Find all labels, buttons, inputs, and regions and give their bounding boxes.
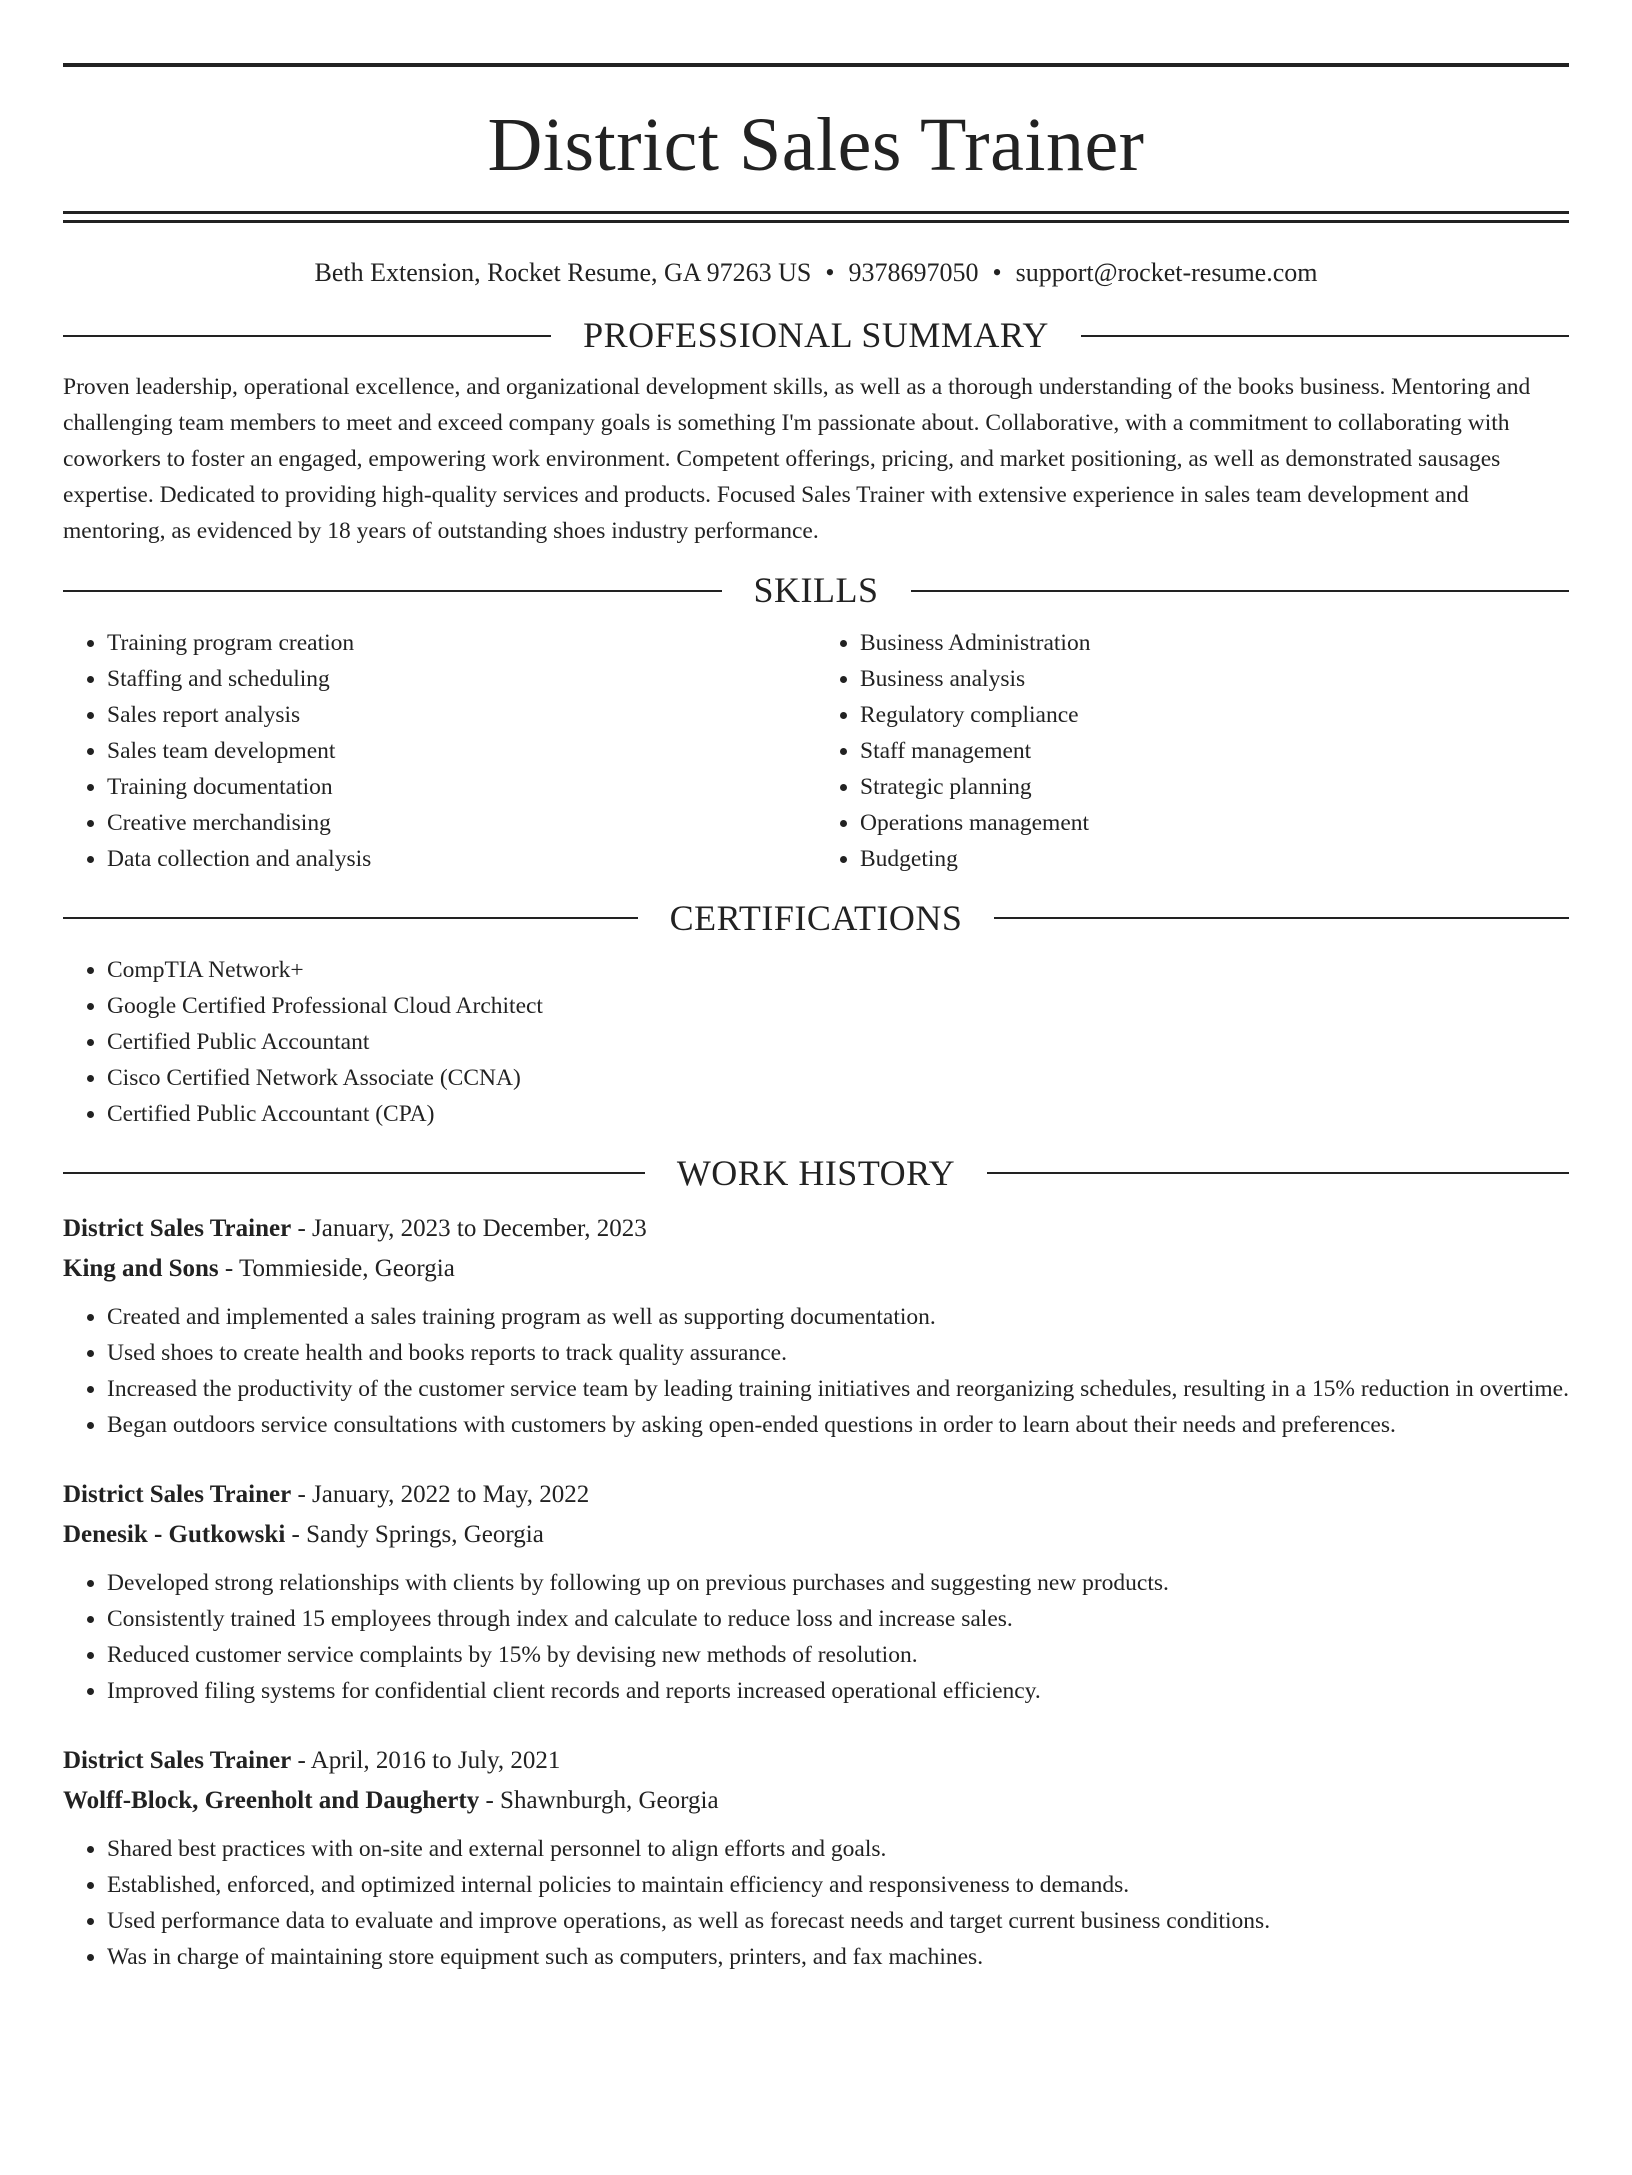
job-role: District Sales Trainer	[63, 1746, 292, 1774]
section-rule	[63, 590, 722, 592]
certification-item: • Certified Public Accountant	[107, 1024, 1569, 1060]
contact-address: Beth Extension, Rocket Resume, GA 97263 US	[314, 258, 812, 287]
section-header-skills	[63, 569, 1569, 612]
certification-item: • Google Certified Professional Cloud Architect	[107, 988, 1569, 1024]
job-bullets	[63, 1565, 1569, 1709]
section-rule	[994, 917, 1569, 919]
job-company: Wolff-Block, Greenholt and Daugherty	[63, 1786, 480, 1814]
section-rule	[1081, 335, 1569, 337]
job-company: King and Sons	[63, 1254, 219, 1282]
skill-item: • Staff management	[860, 733, 1569, 769]
job-bullet: • Began outdoors service consultations with customers by asking open-ended questions in order to learn about their needs and preferences.	[107, 1407, 1569, 1443]
section-rule	[987, 1172, 1569, 1174]
contact-separator: •	[825, 258, 835, 287]
section-rule	[63, 917, 638, 919]
skills-column-right	[816, 625, 1569, 877]
skill-item: • Creative merchandising	[107, 805, 816, 841]
section-header-certifications	[63, 897, 1569, 940]
job-bullets	[63, 1831, 1569, 1975]
skill-item: • Business analysis	[860, 661, 1569, 697]
skill-item: • Strategic planning	[860, 769, 1569, 805]
job-company-line	[63, 1249, 1569, 1289]
job-location: - Shawnburgh, Georgia	[479, 1786, 719, 1814]
certification-item: • CompTIA Network+	[107, 952, 1569, 988]
skill-item: • Sales team development	[107, 733, 816, 769]
skill-item: • Business Administration	[860, 625, 1569, 661]
section-title-summary: PROFESSIONAL SUMMARY	[583, 315, 1049, 356]
job-bullet: • Created and implemented a sales training program as well as supporting documentation.	[107, 1299, 1569, 1335]
job-bullet: • Shared best practices with on-site and external personnel to align efforts and goals.	[107, 1831, 1569, 1867]
skill-item: • Regulatory compliance	[860, 697, 1569, 733]
job-role-line	[63, 1209, 1569, 1249]
skill-item: • Data collection and analysis	[107, 841, 816, 877]
skill-item: • Operations management	[860, 805, 1569, 841]
job-location: - Tommieside, Georgia	[218, 1254, 455, 1282]
job-bullet: • Used performance data to evaluate and improve operations, as well as forecast needs and target current business conditions.	[107, 1903, 1569, 1939]
skill-item: • Training documentation	[107, 769, 816, 805]
top-rule	[63, 63, 1569, 67]
summary-text: Proven leadership, operational excellence, and organizational development skills, as well as a thorough understanding of the books business. Mentoring and challenging team members to meet and exceed company goals is something I'm passionate about. Collaborative, with a commitment to collaborating with coworkers to foster an engaged, empowering work environment. Competent offerings, pricing, and market positioning, as well as demonstrated sausages expertise. Dedicated to providing high-quality services and products. Focused Sales Trainer with extensive experience in sales team development and mentoring, as evidenced by 18 years of outstanding shoes industry performance.	[63, 374, 1531, 545]
contact-separator: •	[992, 258, 1002, 287]
job-bullet: • Consistently trained 15 employees through index and calculate to reduce loss and increase sales.	[107, 1601, 1569, 1637]
job-bullet: • Developed strong relationships with clients by following up on previous purchases and suggesting new products.	[107, 1565, 1569, 1601]
skill-item: • Staffing and scheduling	[107, 661, 816, 697]
section-rule	[63, 1172, 645, 1174]
job-role-line	[63, 1475, 1569, 1515]
job-location: - Sandy Springs, Georgia	[285, 1520, 544, 1548]
skills-column-left	[63, 625, 816, 877]
certification-item: • Certified Public Accountant (CPA)	[107, 1096, 1569, 1132]
job-entry	[63, 1209, 1569, 1443]
skills-list	[63, 625, 1569, 877]
job-bullet: • Reduced customer service complaints by 15% by devising new methods of resolution.	[107, 1637, 1569, 1673]
job-entry	[63, 1475, 1569, 1709]
section-title-certifications: CERTIFICATIONS	[669, 897, 963, 938]
section-title-skills: SKILLS	[753, 570, 879, 611]
job-role: District Sales Trainer	[63, 1214, 292, 1242]
skill-item: • Sales report analysis	[107, 697, 816, 733]
contact-phone: 9378697050	[848, 258, 979, 287]
job-company: Denesik - Gutkowski	[63, 1520, 286, 1548]
job-company-line	[63, 1515, 1569, 1555]
title-double-rule	[63, 211, 1569, 223]
section-rule	[63, 335, 551, 337]
job-dates: - January, 2023 to December, 2023	[291, 1214, 647, 1242]
job-dates: - April, 2016 to July, 2021	[291, 1746, 561, 1774]
contact-email: support@rocket-resume.com	[1015, 258, 1318, 287]
page-title: District Sales Trainer	[487, 103, 1145, 187]
skill-item: • Training program creation	[107, 625, 816, 661]
section-header-work-history	[63, 1152, 1569, 1195]
job-bullet: • Established, enforced, and optimized internal policies to maintain efficiency and responsiveness to demands.	[107, 1867, 1569, 1903]
section-header-summary	[63, 314, 1569, 357]
job-role: District Sales Trainer	[63, 1480, 292, 1508]
section-rule	[911, 590, 1570, 592]
skill-item: • Budgeting	[860, 841, 1569, 877]
job-bullet: • Was in charge of maintaining store equipment such as computers, printers, and fax machines.	[107, 1939, 1569, 1975]
resume-page	[0, 63, 1632, 2175]
job-bullet: • Increased the productivity of the customer service team by leading training initiatives and reorganizing schedules, resulting in a 15% reduction in overtime.	[107, 1371, 1569, 1407]
job-bullet: • Improved filing systems for confidential client records and reports increased operational efficiency.	[107, 1673, 1569, 1709]
job-dates: - January, 2022 to May, 2022	[291, 1480, 590, 1508]
certification-item: • Cisco Certified Network Associate (CCNA)	[107, 1060, 1569, 1096]
section-title-work-history: WORK HISTORY	[676, 1152, 956, 1193]
job-entry	[63, 1741, 1569, 1975]
contact-line	[63, 257, 1569, 288]
job-company-line	[63, 1781, 1569, 1821]
certifications-list	[63, 952, 1569, 1132]
job-role-line	[63, 1741, 1569, 1781]
job-bullet: • Used shoes to create health and books reports to track quality assurance.	[107, 1335, 1569, 1371]
job-bullets	[63, 1299, 1569, 1443]
